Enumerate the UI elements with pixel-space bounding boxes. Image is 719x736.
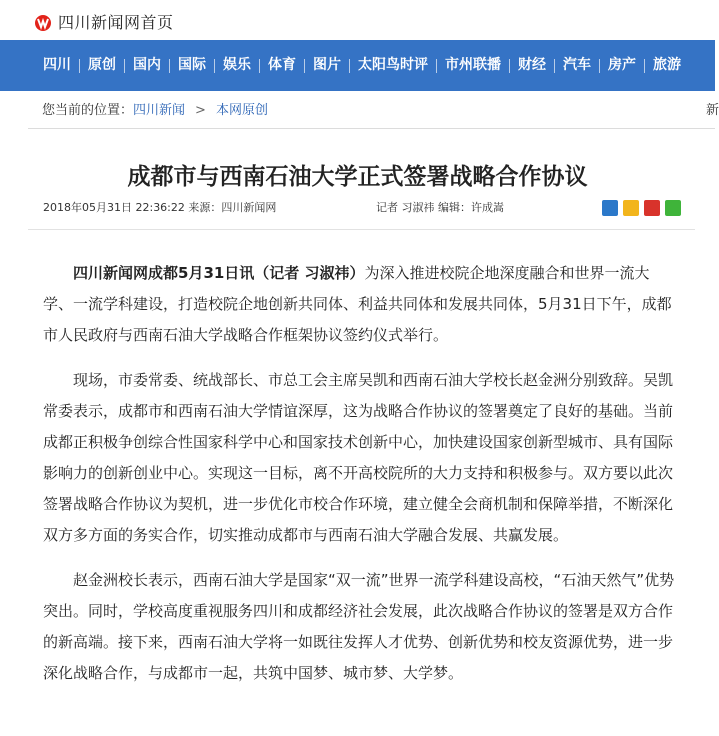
breadcrumb-edge-text: 新 (706, 103, 719, 118)
top-header (0, 0, 715, 40)
article-author: 记者 习淑祎 编辑：许成嵩 (376, 201, 504, 214)
article-body (43, 258, 675, 703)
nav-separator (79, 59, 80, 73)
breadcrumb (42, 102, 268, 120)
share-more-icon[interactable] (602, 200, 618, 216)
nav-separator (599, 59, 600, 73)
nav-separator (644, 59, 645, 73)
nav-separator (259, 59, 260, 73)
breadcrumb-prefix: 您当前的位置： (42, 103, 134, 118)
nav-item-finance[interactable]: 财经 (518, 57, 546, 73)
article-lead-text: 为深入推进校院企地深度融合和世界一流大学、一流学科建设，打造校院企地创新共同体、利益共同体和发展共同体，5月31日下午，成都市人民政府与西南石油大学战略合作框架协议签约仪式举行。 (43, 264, 672, 344)
nav-separator (349, 59, 350, 73)
site-home-title: 四川新闻网首页 (58, 13, 174, 32)
article-title: 成都市与西南石油大学正式签署战略合作协议 (127, 164, 588, 191)
nav-item-sichuan[interactable]: 四川 (43, 57, 71, 73)
nav-separator (509, 59, 510, 73)
nav-item-original[interactable]: 原创 (88, 57, 116, 73)
share-bar (602, 200, 681, 216)
share-qzone-icon[interactable] (623, 200, 639, 216)
nav-item-city-news[interactable]: 市州联播 (445, 57, 501, 73)
nav-separator (554, 59, 555, 73)
nav-separator (214, 59, 215, 73)
nav-separator (124, 59, 125, 73)
divider (28, 128, 715, 129)
share-wechat-icon[interactable] (665, 200, 681, 216)
nav-item-sports[interactable]: 体育 (268, 57, 296, 73)
nav-item-travel[interactable]: 旅游 (653, 57, 681, 73)
nav-item-pictures[interactable]: 图片 (313, 57, 341, 73)
nav-item-entertainment[interactable]: 娱乐 (223, 57, 251, 73)
nav-separator (304, 59, 305, 73)
main-nav (0, 40, 715, 91)
article-meta: 2018年05月31日 22:36:22 来源：四川新闻网 (43, 201, 277, 214)
nav-separator (436, 59, 437, 73)
breadcrumb-link-original[interactable]: 本网原创 (215, 103, 268, 118)
site-logo-link[interactable] (32, 13, 174, 33)
nav-item-realestate[interactable]: 房产 (608, 57, 636, 73)
article-paragraph (43, 258, 675, 351)
breadcrumb-link-sichuan-news[interactable]: 四川新闻 (133, 103, 186, 118)
site-logo-icon (32, 14, 54, 32)
breadcrumb-separator: > (195, 103, 206, 118)
nav-separator (169, 59, 170, 73)
article-paragraph: 现场，市委常委、统战部长、市总工会主席吴凯和西南石油大学校长赵金洲分别致辞。吴凯常委表示，成都市和西南石油大学情谊深厚，这为战略合作协议的签署奠定了良好的基础。当前成都正积极争创综合性国家科学中心和国家技术创新中心，加快建设国家创新型城市、具有国际影响力的创新创业中心。实现这一目标，离不开高校院所的大力支持和积极参与。双方要以此次签署战略合作协议为契机，进一步优化市校合作环境，建立健全会商机制和保障举措，不断深化双方多方面的务实合作，切实推动成都市与西南石油大学融合发展、共赢发展。 (43, 371, 674, 544)
nav-item-international[interactable]: 国际 (178, 57, 206, 73)
nav-item-auto[interactable]: 汽车 (563, 57, 591, 73)
nav-item-domestic[interactable]: 国内 (133, 57, 161, 73)
nav-item-commentary[interactable]: 太阳鸟时评 (358, 57, 428, 73)
divider (28, 229, 695, 230)
share-weibo-icon[interactable] (644, 200, 660, 216)
article-paragraph: 赵金洲校长表示，西南石油大学是国家“双一流”世界一流学科建设高校，“石油天然气”优势突出。同时，学校高度重视服务四川和成都经济社会发展，此次战略合作协议的签署是双方合作的新高端。接下来，西南石油大学将一如既往发挥人才优势、创新优势和校友资源优势，进一步深化战略合作，与成都市一起，共筑中国梦、城市梦、大学梦。 (43, 571, 675, 682)
article-lead: 四川新闻网成都5月31日讯（记者 习淑祎） (73, 264, 365, 282)
